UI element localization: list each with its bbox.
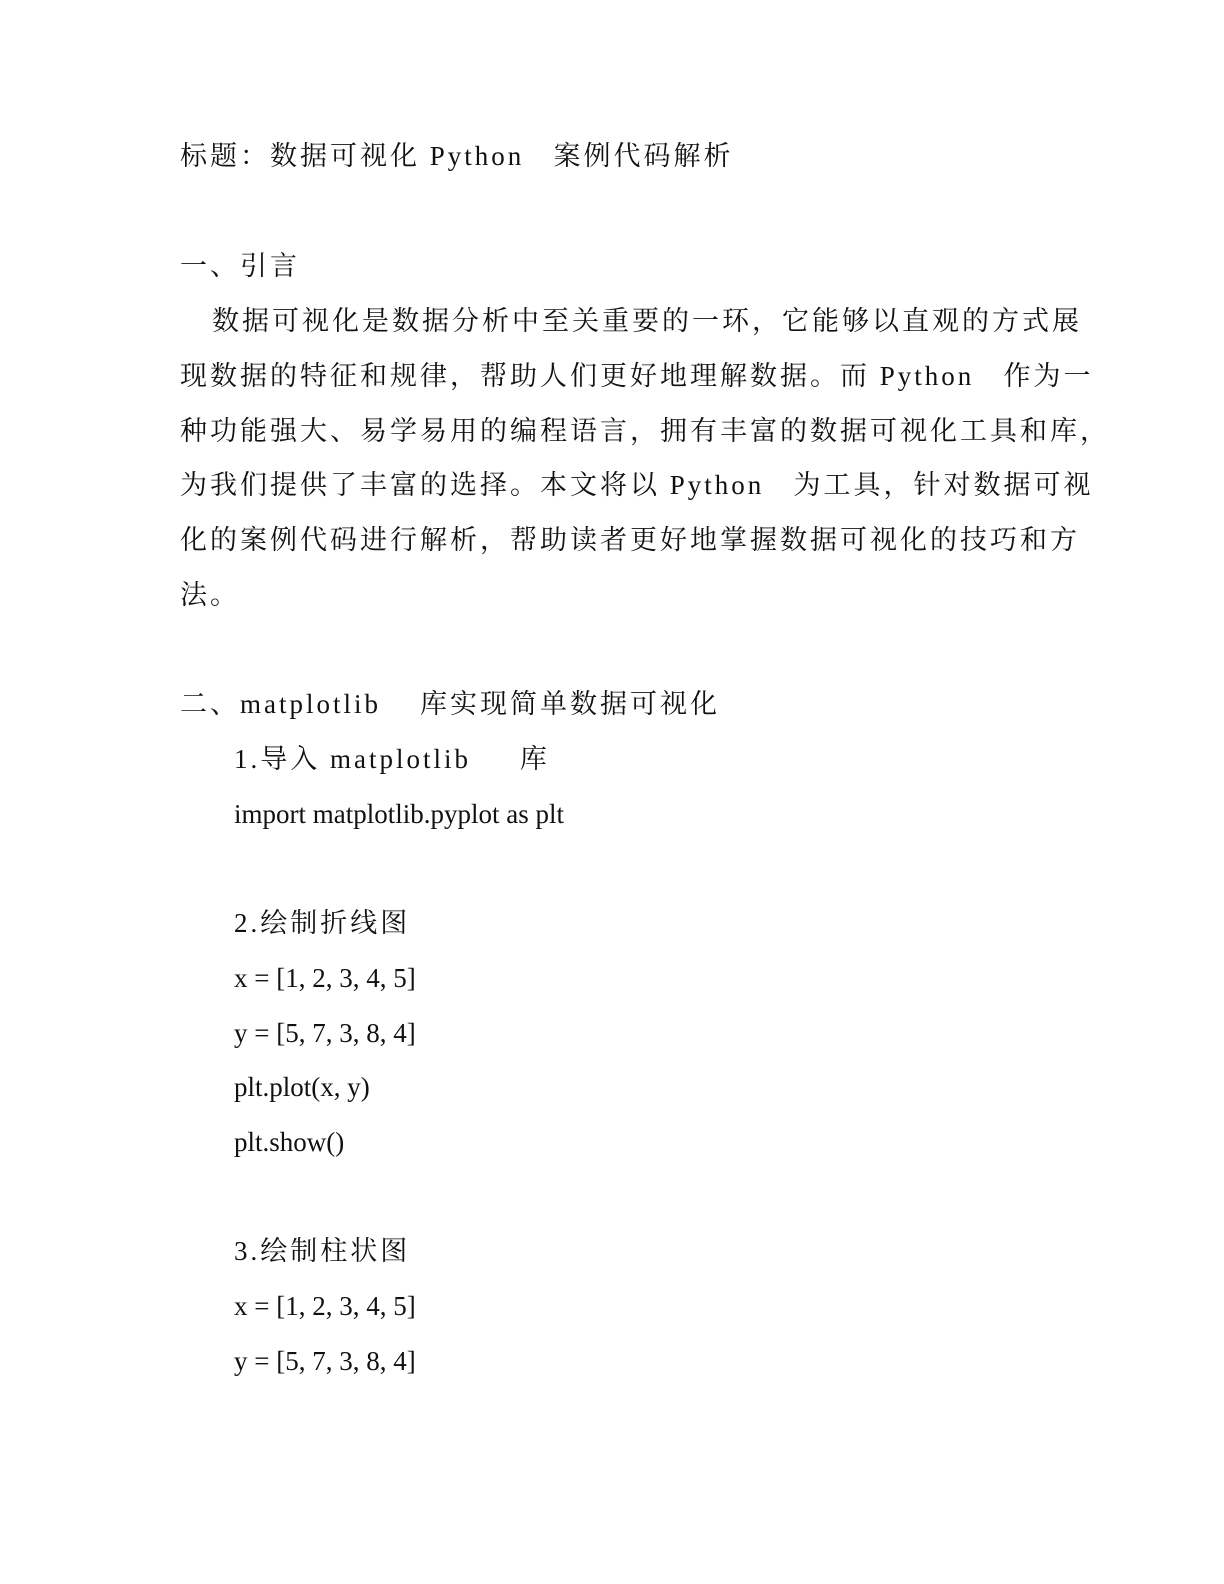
paragraph-line: 法。 (180, 580, 240, 610)
paragraph-line: 化的案例代码进行解析，帮助读者更好地掌握数据可视化的技巧和方 (180, 525, 1080, 555)
step-title: 2.绘制折线图 (234, 908, 411, 938)
paragraph-line: 种功能强大、易学易用的编程语言，拥有丰富的数据可视化工具和库， (180, 416, 1110, 446)
code-line: x = [1, 2, 3, 4, 5] (234, 963, 416, 993)
document-title: 标题：数据可视化 Python 案例代码解析 (180, 141, 734, 171)
code-line: plt.show() (234, 1127, 345, 1157)
section-heading-matplotlib: 二、matplotlib 库实现简单数据可视化 (180, 689, 720, 719)
code-line: y = [5, 7, 3, 8, 4] (234, 1018, 416, 1048)
code-line: import matplotlib.pyplot as plt (234, 799, 564, 829)
paragraph-line: 为我们提供了丰富的选择。本文将以 Python 为工具，针对数据可视 (180, 470, 1094, 500)
step-title: 1.导入 matplotlib 库 (234, 744, 550, 774)
paragraph-line: 数据可视化是数据分析中至关重要的一环，它能够以直观的方式展 (212, 306, 1082, 336)
code-line: x = [1, 2, 3, 4, 5] (234, 1291, 416, 1321)
section-heading-introduction: 一、引言 (180, 251, 300, 281)
code-line: plt.plot(x, y) (234, 1072, 370, 1102)
code-line: y = [5, 7, 3, 8, 4] (234, 1346, 416, 1376)
step-title: 3.绘制柱状图 (234, 1236, 411, 1266)
paragraph-line: 现数据的特征和规律，帮助人们更好地理解数据。而 Python 作为一 (180, 361, 1094, 391)
